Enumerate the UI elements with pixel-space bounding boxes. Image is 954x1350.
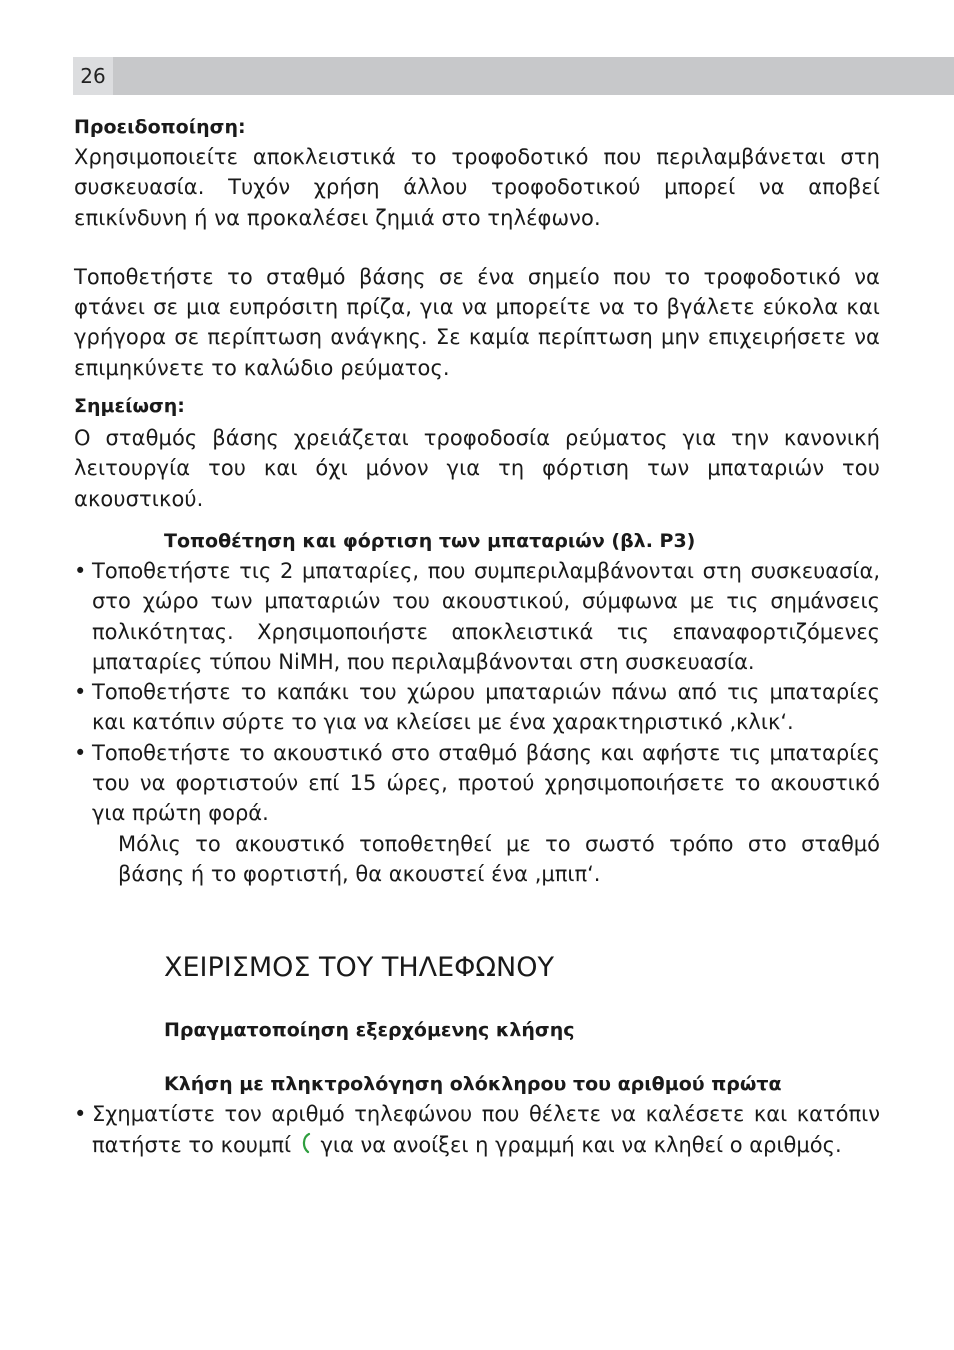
note-label: Σημείωση: [74, 395, 185, 418]
full-number-heading: Κλήση με πληκτρολόγηση ολόκληρου του αριθμού πρώτα [164, 1073, 782, 1096]
page-content [74, 112, 880, 1160]
battery-followup: Μόλις το ακουστικό τοποθετηθεί με το σωστό τρόπο στο σταθμό βάσης ή το φορτιστή, θα ακουστεί ένα ‚μπιπ‘. [118, 831, 880, 886]
bullet-text-part1: Σχηματίστε τον αριθμό τηλεφώνου που θέλετε να καλέσετε και κατόπιν πατήστε το κουμπί [92, 1102, 880, 1157]
call-handset-icon [298, 1132, 314, 1154]
outgoing-call-heading: Πραγματοποίηση εξερχόμενης κλήσης [164, 1019, 575, 1042]
bullet-text-part2: για να ανοίξει η γραμμή και να κληθεί ο αριθμός. [320, 1132, 842, 1157]
battery-heading: Τοποθέτηση και φόρτιση των μπαταριών (βλ. P3) [164, 529, 696, 552]
battery-bullet-3 [74, 738, 880, 829]
header-bar [73, 57, 954, 95]
bullet-dot: • [74, 680, 87, 705]
bullet-dot: • [74, 558, 87, 583]
dial-bullet [74, 1099, 880, 1160]
battery-bullet-1 [74, 556, 880, 677]
bullet-text: Τοποθετήστε τις 2 μπαταρίες, που συμπεριλαμβάνονται στη συσκευασία, στο χώρο των μπαταριών του ακουστικού, σύμφωνα με τις σημάνσεις πολικότητας. Χρησιμοποιήστε αποκλειστικά τις επαναφορτιζόμενες μπαταρίες τύπου NiMH, που περιλαμβάνονται στη συσκευασία. [92, 558, 880, 674]
bullet-dot: • [74, 740, 87, 765]
note-text: Ο σταθμός βάσης χρειάζεται τροφοδοσία ρεύματος για την κανονική λειτουργία του και όχι μόνον για τη φόρτιση των μπαταριών του ακουστικού. [74, 426, 880, 511]
bullet-text: Τοποθετήστε το ακουστικό στο σταθμό βάσης και αφήστε τις μπαταρίες του να φορτιστούν επί 15 ώρες, προτού χρησιμοποιήσετε το ακουστικό για πρώτη φορά. [92, 740, 880, 826]
battery-bullet-2 [74, 677, 880, 738]
section-title: ΧΕΙΡΙΣΜΟΣ ΤΟΥ ΤΗΛΕΦΩΝΟΥ [164, 952, 554, 984]
bullet-text: Τοποθετήστε το καπάκι του χώρου μπαταριών πάνω από τις μπαταρίες και κατόπιν σύρτε το για να κλείσει με ένα χαρακτηριστικό ‚κλικ‘. [92, 680, 880, 735]
bullet-dot: • [74, 1102, 87, 1127]
warning-label: Προειδοποίηση: [74, 116, 246, 138]
page-number: 26 [73, 57, 113, 95]
placement-text: Τοποθετήστε το σταθμό βάσης σε ένα σημείο που το τροφοδοτικό να φτάνει σε μια ευπρόσιτη πρίζα, για να μπορείτε να το βγάλετε εύκολα και γρήγορα σε περίπτωση ανάγκης. Σε καμία περίπτωση μην επιχειρήσετε να επιμηκύνετε το καλώδιο ρεύματος. [74, 264, 880, 380]
warning-text: Χρησιμοποιείτε αποκλειστικά το τροφοδοτικό που περιλαμβάνεται στη συσκευασία. Τυχόν χρήση άλλου τροφοδοτικού μπορεί να αποβεί επικίνδυνη ή να προκαλέσει ζημιά στο τηλέφωνο. [74, 145, 880, 230]
